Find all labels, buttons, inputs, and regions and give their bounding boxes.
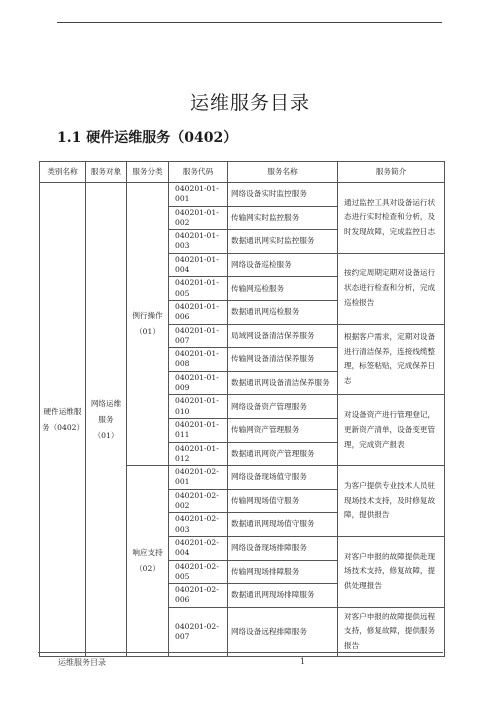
header-classification: 服务分类 [127,162,169,183]
service-name: 数据通讯网巡检服务 [228,300,338,324]
service-code: 040201-01-010 [169,395,228,419]
service-name: 网络设备现场值守服务 [228,466,338,490]
section-heading: 1.1 硬件运维服务（0402） [57,130,238,146]
service-name: 网络设备巡检服务 [228,253,338,277]
service-description: 按约定周期定期对设备运行状态进行检查和分析，完成巡检报告 [338,253,445,324]
service-object-cell: 网络运维服务（01） [86,183,127,657]
service-code: 040201-02-004 [169,536,228,560]
service-code: 040201-01-005 [169,277,228,301]
service-description: 对客户申报的故障提供远程支持，修复故障，提供服务报告 [338,607,445,656]
service-catalog-table [39,161,445,657]
service-code: 040201-01-001 [169,183,228,207]
service-code: 040201-02-005 [169,560,228,584]
service-name: 传输网实时监控服务 [228,206,338,230]
service-description: 通过监控工具对设备运行状态进行实时检查和分析，及时发现故障，完成监控日志 [338,183,445,254]
header-category: 类别名称 [40,162,86,183]
service-description: 对客户申报的故障提供赴现场技术支持，修复故障，提供处理报告 [338,536,445,607]
service-code: 040201-01-006 [169,300,228,324]
service-name: 传输网设备清洁保养服务 [228,348,338,372]
service-name: 传输网现场排障服务 [228,560,338,584]
service-name: 局域网设备清洁保养服务 [228,324,338,348]
service-code: 040201-01-008 [169,348,228,372]
document-title: 运维服务目录 [189,92,310,114]
header-service-intro: 服务简介 [338,162,445,183]
service-name: 传输网现场值守服务 [228,489,338,513]
service-name: 传输网资产管理服务 [228,418,338,442]
service-name: 数据通讯网资产管理服务 [228,442,338,466]
service-code: 040201-01-007 [169,324,228,348]
service-code: 040201-01-002 [169,206,228,230]
service-name: 网络设备实时监控服务 [228,183,338,207]
service-code: 040201-02-006 [169,584,228,608]
service-name: 数据通讯网设备清洁保养服务 [228,371,338,395]
service-code: 040201-01-012 [169,442,228,466]
service-code: 040201-02-002 [169,489,228,513]
service-name: 数据通讯网实时监控服务 [228,230,338,254]
classification-cell: 响应支持（02） [127,466,169,657]
service-code: 040201-02-003 [169,513,228,537]
service-name: 网络设备现场排障服务 [228,536,338,560]
footer-rule [38,652,443,653]
page-number: 1 [300,657,306,666]
category-cell: 硬件运维服务（0402） [40,183,86,657]
footer-document-name: 运维服务目录 [58,658,106,667]
service-description: 为客户提供专业技术人员驻现场技术支持，及时修复故障，提供报告 [338,466,445,537]
service-code: 040201-01-003 [169,230,228,254]
service-name: 数据通讯网现场值守服务 [228,513,338,537]
service-code: 040201-01-004 [169,253,228,277]
service-name: 数据通讯网现场排障服务 [228,584,338,608]
header-service-object: 服务对象 [86,162,127,183]
header-service-code: 服务代码 [169,162,228,183]
service-code: 040201-02-007 [169,607,228,656]
header-rule [57,22,442,23]
service-description: 对设备资产进行管理登记，更新资产清单，设备变更管理，完成资产报表 [338,395,445,466]
service-name: 网络设备资产管理服务 [228,395,338,419]
service-code: 040201-01-011 [169,418,228,442]
table-header-row [40,162,445,183]
table-row [40,183,445,207]
service-code: 040201-01-009 [169,371,228,395]
service-name: 传输网巡检服务 [228,277,338,301]
service-description: 根据客户需求，定期对设备进行清洁保养，连接线缆整理，标签粘贴，完成保养日志 [338,324,445,395]
header-service-name: 服务名称 [228,162,338,183]
classification-cell: 例行操作（01） [127,183,169,466]
service-code: 040201-02-001 [169,466,228,490]
service-name: 网络设备远程排障服务 [228,607,338,656]
